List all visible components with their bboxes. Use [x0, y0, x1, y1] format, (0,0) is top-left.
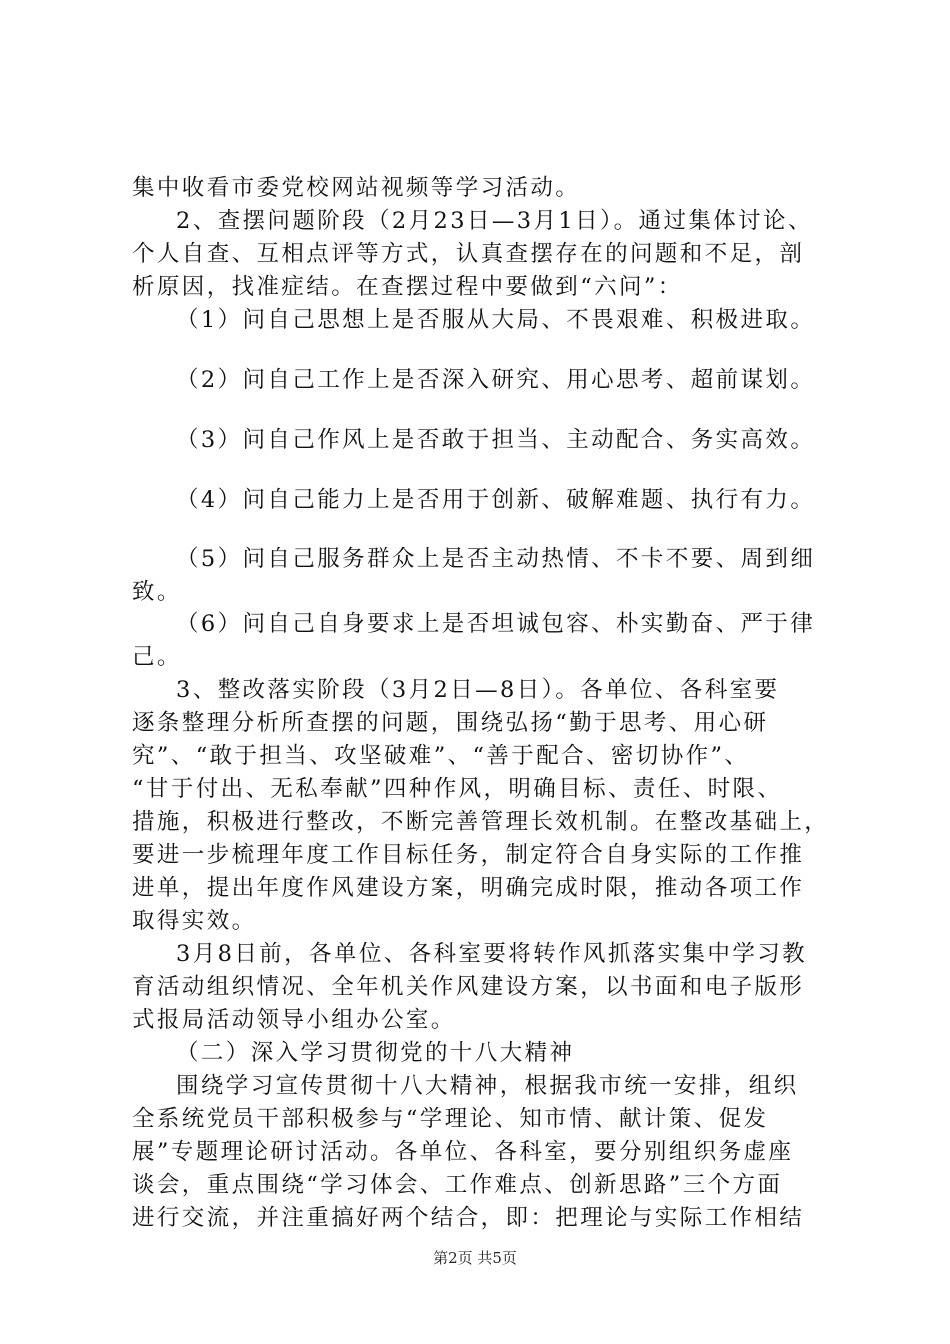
text-line: 展”专题理论研讨活动。各单位、各科室，要分别组织务虚座 — [132, 1139, 794, 1165]
text-line: （2）问自己工作上是否深入研究、用心思考、超前谋划。 — [176, 367, 816, 393]
text-line: （5）问自己服务群众上是否主动热情、不卡不要、周到细 — [176, 546, 816, 572]
text-line: 式报局活动领导小组办公室。 — [132, 1007, 456, 1033]
text-line: 围绕学习宣传贯彻十八大精神，根据我市统一安排，组织 — [176, 1073, 799, 1099]
text-line: 2、查摆问题阶段（2月23日—3月1日）。通过集体讨论、 — [176, 208, 813, 234]
text-line: 谈会，重点围绕“学习体会、工作难点、创新思路”三个方面 — [132, 1172, 783, 1198]
text-line: 析原因，找准症结。在查摆过程中要做到“六问”： — [132, 274, 683, 300]
text-line: 究”、“敢于担当、攻坚破难”、“善于配合、密切协作”、 — [132, 743, 750, 769]
page-number-footer: 第2页 共5页 — [433, 1249, 517, 1267]
text-line: 进单，提出年度作风建设方案，明确完成时限，推动各项工作 — [132, 875, 805, 901]
text-line: （1）问自己思想上是否服从大局、不畏艰难、积极进取。 — [176, 307, 816, 333]
text-line: 己。 — [132, 644, 182, 670]
text-line: 取得实效。 — [132, 908, 257, 934]
text-line: 个人自查、互相点评等方式，认真查摆存在的问题和不足，剖 — [132, 241, 805, 267]
text-line: 3、整改落实阶段（3月2日—8日）。各单位、各科室要 — [176, 677, 780, 703]
text-line: 要进一步梳理年度工作目标任务，制定符合自身实际的工作推 — [132, 842, 805, 868]
text-line: （4）问自己能力上是否用于创新、破解难题、执行有力。 — [176, 487, 816, 513]
text-line: 致。 — [132, 579, 182, 605]
text-line: 进行交流，并注重搞好两个结合，即：把理论与实际工作相结 — [132, 1205, 805, 1231]
text-line: 逐条整理分析所查摆的问题，围绕弘扬“勤于思考、用心研 — [132, 710, 769, 736]
text-line: “甘于付出、无私奉献”四种作风，明确目标、责任、时限、 — [132, 776, 783, 802]
section-heading: （二）深入学习贯彻党的十八大精神 — [176, 1040, 575, 1066]
text-line: 集中收看市委党校网站视频等学习活动。 — [132, 175, 581, 201]
text-line: 全系统党员干部积极参与“学理论、知市情、献计策、促发 — [132, 1106, 769, 1132]
text-line: 措施，积极进行整改，不断完善管理长效机制。在整改基础上， — [132, 809, 830, 835]
text-line: （3）问自己作风上是否敢于担当、主动配合、务实高效。 — [176, 427, 816, 453]
text-line: 育活动组织情况、全年机关作风建设方案，以书面和电子版形 — [132, 974, 805, 1000]
text-line: （6）问自己自身要求上是否坦诚包容、朴实勤奋、严于律 — [176, 611, 816, 637]
text-line: 3月8日前，各单位、各科室要将转作风抓落实集中学习教 — [176, 941, 808, 967]
